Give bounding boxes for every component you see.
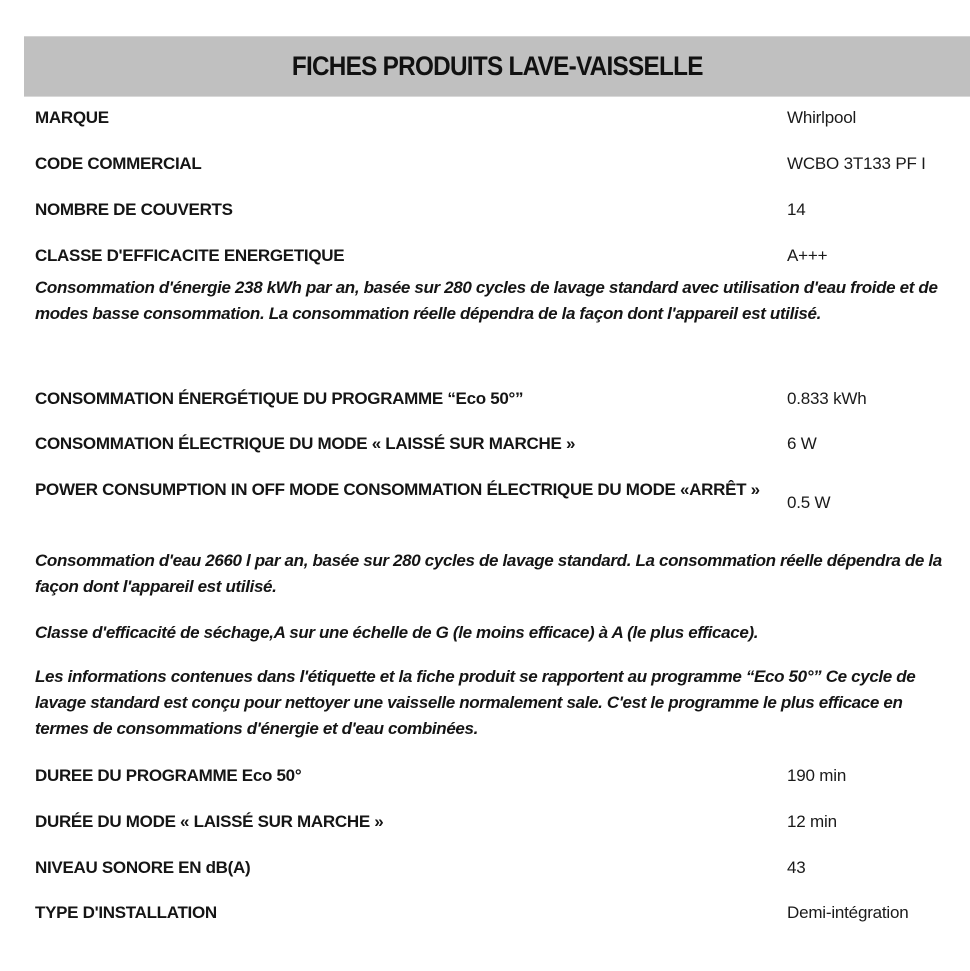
spec-label: DURÉE DU MODE « LAISSÉ SUR MARCHE » [35,812,384,831]
spec-label: MARQUE [35,108,109,127]
spec-label: CODE COMMERCIAL [35,154,202,173]
spec-row-place-settings [24,197,970,223]
spec-value: Demi-intégration [787,903,909,922]
spec-label: CONSOMMATION ÉNERGÉTIQUE DU PROGRAMME “Eco 50°” [35,389,524,408]
spec-label: TYPE D'INSTALLATION [35,903,217,922]
spec-value: 14 [787,200,806,219]
spec-row-energy-class [24,243,970,269]
spec-label: NOMBRE DE COUVERTS [35,200,233,219]
note-energy-consumption: Consommation d'énergie 238 kWh par an, basée sur 280 cycles de lavage standard avec utilisation d'eau froide et de modes basse consommation. La consommation réelle dépendra de la façon dont l'appareil est utilisé. [35,278,938,323]
spec-label: CLASSE D'EFFICACITE ENERGETIQUE [35,246,345,265]
spec-value: 43 [787,858,806,877]
spec-value: 12 min [787,812,837,831]
title-bar [24,36,970,97]
spec-row-noise-level [24,855,970,881]
spec-row-installation-type [24,900,970,926]
spec-row-left-on-duration [24,809,970,835]
spec-row-brand [24,105,970,131]
spec-row-off-mode-power [24,477,970,512]
spec-label: POWER CONSUMPTION IN OFF MODE CONSOMMATION ÉLECTRIQUE DU MODE «ARRÊT » [35,480,760,499]
page-title: FICHES PRODUITS LAVE-VAISSELLE [291,51,703,81]
note-program-info: Les informations contenues dans l'étiquette et la fiche produit se rapportent au programme “Eco 50°” Ce cycle de lavage standard est conçu pour nettoyer une vaisselle normalement sale. C'est le programme le plus efficace en termes de consommations d'énergie et d'eau combinées. [35,667,916,738]
spec-row-commercial-code [24,151,970,177]
spec-value: 190 min [787,766,847,785]
spec-row-eco50-energy [24,386,970,412]
spec-value: WCBO 3T133 PF I [787,154,926,173]
spec-value: Whirlpool [787,108,857,127]
spec-value: 0.833 kWh [787,389,867,408]
product-sheet [24,36,970,97]
spec-row-program-duration [24,763,970,789]
spec-value: 6 W [787,434,817,453]
spec-value: 0.5 W [787,493,831,512]
note-water-consumption: Consommation d'eau 2660 l par an, basée sur 280 cycles de lavage standard. La consommation réelle dépendra de la façon dont l'appareil est utilisé. [35,551,942,596]
spec-label: CONSOMMATION ÉLECTRIQUE DU MODE « LAISSÉ SUR MARCHE » [35,434,576,453]
spec-label: DUREE DU PROGRAMME Eco 50° [35,766,302,785]
note-drying-class: Classe d'efficacité de séchage,A sur une échelle de G (le moins efficace) à A (le plus efficace). [35,623,759,642]
spec-value: A+++ [787,246,828,265]
spec-row-left-on-power [24,431,970,457]
spec-label: NIVEAU SONORE EN dB(A) [35,858,251,877]
